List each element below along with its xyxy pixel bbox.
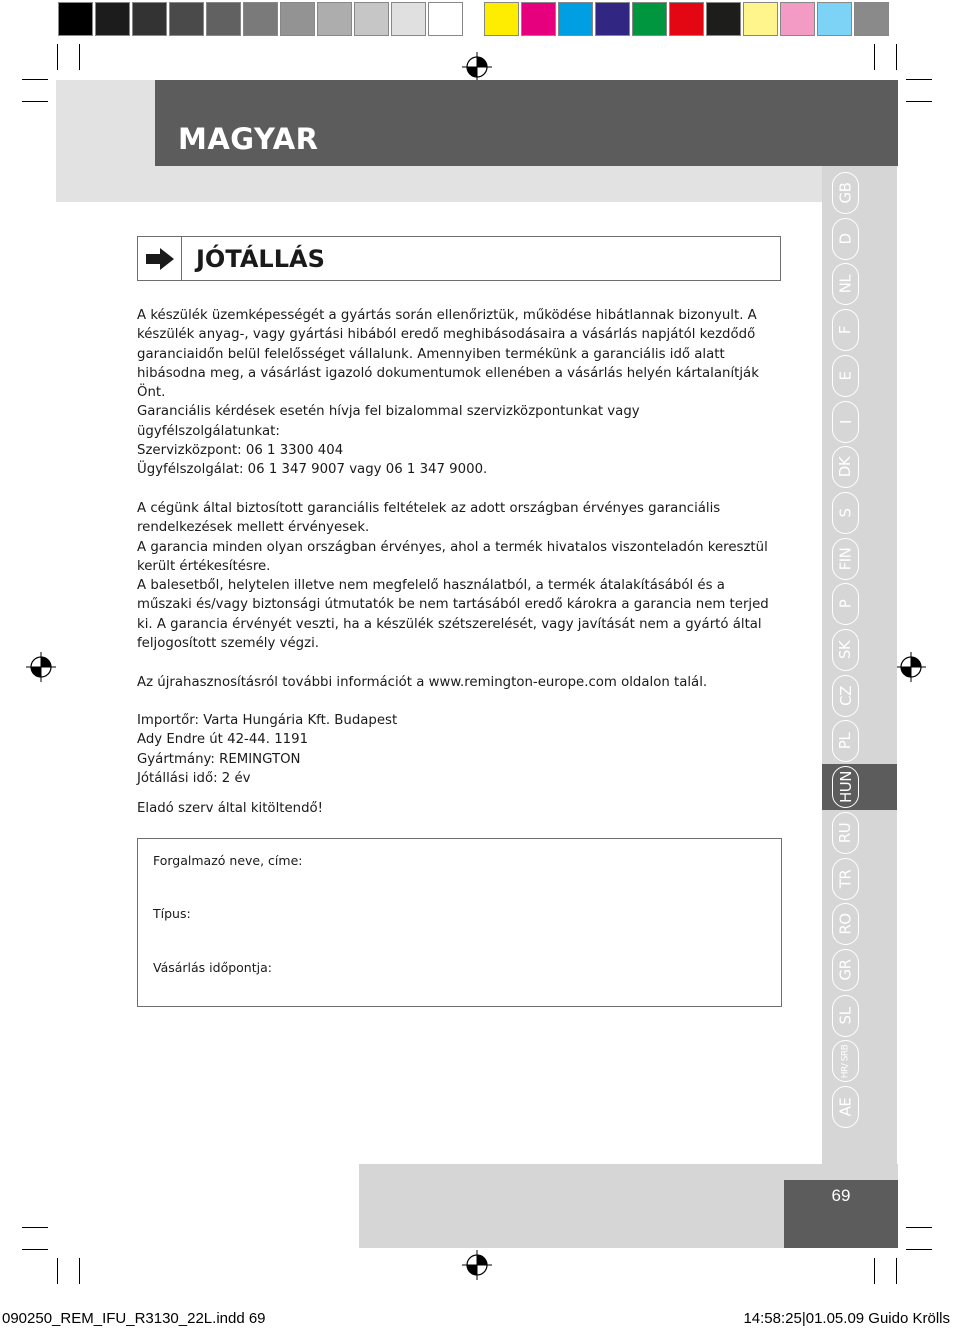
language-tab-label: DK [836, 456, 855, 478]
text-line: A készülék üzemképességét a gyártás során ellenőriztük, működése hibátlannak bizonyult. A [137, 308, 757, 323]
recycling-paragraph [137, 673, 787, 692]
gray-swatch [391, 2, 426, 36]
text-line: került értékesítésre. [137, 558, 271, 574]
crop-mark [906, 79, 932, 80]
dealer-name-label: Forgalmazó neve, címe: [153, 853, 303, 868]
gray-swatch [95, 2, 130, 36]
language-tab-sk[interactable] [832, 629, 859, 671]
crop-mark [22, 79, 48, 80]
text-line: garanciaidőn belül felelősséget vállalunk. Amennyiben termékünk a garanciális idő alatt [137, 346, 725, 362]
cmyk-swatch [558, 2, 593, 36]
language-tab-label: PL [836, 733, 855, 750]
language-tab-pl[interactable] [832, 720, 859, 762]
dealer-note-text: Eladó szerv által kitöltendő! [137, 801, 323, 816]
gray-swatch [132, 2, 167, 36]
text-line: feljogosított személy végzi. [137, 636, 319, 652]
language-tab-nl[interactable] [832, 263, 859, 305]
text-line: ügyfélszolgálatunkat: [137, 423, 280, 439]
cmyk-swatch [780, 2, 815, 36]
text-line: Jótállási idő: 2 év [137, 770, 251, 786]
language-tab-label: I [836, 419, 855, 424]
cmyk-swatch [632, 2, 667, 36]
gray-swatch [58, 2, 93, 36]
language-tab-hrsrb[interactable] [832, 1040, 859, 1082]
language-tab-dk[interactable] [832, 446, 859, 488]
crop-mark [22, 1249, 48, 1250]
crop-mark [57, 1258, 58, 1284]
gray-swatch [317, 2, 352, 36]
language-tab-label: NL [836, 275, 855, 294]
text-line: Ady Endre út 42-44. 1191 [137, 732, 309, 748]
crop-mark [22, 1227, 48, 1228]
text-line: rendelkezések mellett érvényesek. [137, 520, 370, 536]
text-line: A balesetből, helytelen illetve nem megfelelő használatból, a termék átalakításából és a [137, 578, 725, 594]
crop-mark [906, 101, 932, 102]
cmyk-swatch [669, 2, 704, 36]
language-tab-fin[interactable] [832, 538, 859, 580]
language-tab-label: F [836, 326, 855, 335]
crop-mark [57, 44, 58, 70]
page-number: 69 [831, 1186, 851, 1205]
language-tab-label: SL [836, 1007, 855, 1025]
language-tab-i[interactable] [832, 401, 859, 443]
text-line: Ügyfélszolgálat: 06 1 347 9007 vagy 06 1 347 9000. [137, 462, 488, 478]
text-line: Importőr: Varta Hungária Kft. Budapest [137, 713, 398, 728]
language-tab-label: AE [836, 1097, 855, 1117]
language-tab-gb[interactable] [832, 172, 859, 214]
gray-swatch [243, 2, 278, 36]
arrow-right-icon [146, 248, 174, 270]
type-label: Típus: [153, 906, 191, 921]
language-tab-label: RO [836, 913, 855, 935]
registration-mark-icon [462, 1250, 492, 1280]
gray-swatch [354, 2, 389, 36]
text-line: A cégünk által biztosított garanciális feltételek az adott országban érvényes garanciális [137, 501, 721, 516]
crop-mark [896, 1258, 897, 1284]
text-line: Gyártmány: REMINGTON [137, 751, 301, 767]
text-line: A garancia minden olyan országban érvényes, ahol a termék hivatalos viszonteladón keresztül [137, 539, 768, 555]
gray-color-bar [58, 2, 465, 38]
language-tab-label: GB [836, 182, 855, 204]
language-tab-hun[interactable] [832, 766, 859, 808]
language-tab-ro[interactable] [832, 903, 859, 945]
crop-mark [79, 1258, 80, 1284]
language-tab-label: RU [836, 822, 855, 843]
language-tab-label: FIN [836, 547, 855, 570]
purchase-date-label: Vásárlás időpontja: [153, 960, 272, 975]
language-tab-label: GR [836, 959, 855, 981]
crop-mark [874, 1258, 875, 1284]
cmyk-swatch [743, 2, 778, 36]
language-tab-p[interactable] [832, 583, 859, 625]
language-tab-f[interactable] [832, 309, 859, 351]
text-line: Garanciális kérdések esetén hívja fel bizalommal szervizközpontunkat vagy [137, 404, 640, 420]
gray-swatch [428, 2, 463, 36]
cmyk-swatch [595, 2, 630, 36]
text-line: készülék anyag-, vagy gyártási hibából eredő meghibásodásaira a vásárlás napjától kezdődő [137, 327, 756, 343]
crop-mark [896, 44, 897, 70]
dealer-form [137, 838, 782, 1007]
warranty-paragraph-2 [137, 499, 787, 653]
crop-mark [22, 101, 48, 102]
language-tab-label: HR/ SRB [840, 1044, 850, 1079]
language-tab-label: P [836, 600, 855, 609]
language-tab-s[interactable] [832, 492, 859, 534]
page-title: MAGYAR [178, 122, 319, 156]
text-line: ki. A garancia érvényét veszti, ha a készülék szétszerelését, vagy javítását nem a gyártó által [137, 616, 762, 632]
slug-date-info: 14:58:25|01.05.09 Guido Krölls [743, 1310, 950, 1327]
language-tab-ae[interactable] [832, 1086, 859, 1128]
slug-file-info: 090250_REM_IFU_R3130_22L.indd 69 [2, 1310, 266, 1327]
text-line: Szervizközpont: 06 1 3300 404 [137, 443, 344, 459]
text-line: hibásodna meg, a vásárlást igazoló dokumentumok ellenében a vásárlás helyén kártalanítják [137, 365, 759, 381]
crop-mark [79, 44, 80, 70]
importer-paragraph [137, 711, 787, 788]
cmyk-swatch [521, 2, 556, 36]
language-tab-label: S [836, 508, 855, 518]
language-tab-label: D [836, 233, 855, 245]
language-tab-e[interactable] [832, 355, 859, 397]
crop-mark [874, 44, 875, 70]
cmyk-color-bar [484, 2, 891, 38]
registration-mark-icon [896, 652, 926, 682]
crop-mark [906, 1227, 932, 1228]
cmyk-swatch [817, 2, 852, 36]
text-line: Önt. [137, 385, 166, 401]
section-icon-cell [138, 237, 182, 280]
language-tab-ru[interactable] [832, 812, 859, 854]
language-tab-label: TR [836, 869, 855, 888]
gray-swatch [280, 2, 315, 36]
registration-mark-icon [26, 652, 56, 682]
language-tab-label: HUN [836, 771, 855, 804]
language-tab-d[interactable] [832, 218, 859, 260]
gray-swatch [169, 2, 204, 36]
cmyk-swatch [854, 2, 889, 36]
text-line: műszaki és/vagy biztonsági útmutatók be nem tartásából eredő károkra a garancia nem terjed [137, 597, 769, 613]
language-tab-label: CZ [836, 685, 855, 706]
language-tab-sl[interactable] [832, 995, 859, 1037]
language-tab-gr[interactable] [832, 949, 859, 991]
warranty-paragraph-1 [137, 306, 787, 480]
cmyk-swatch [706, 2, 741, 36]
registration-mark-icon [462, 52, 492, 82]
language-tab-label: SK [836, 640, 855, 660]
recycling-text: Az újrahasznosításról további információt a www.remington-europe.com oldalon talál. [137, 675, 708, 690]
section-title: JÓTÁLLÁS [196, 245, 325, 273]
language-tab-cz[interactable] [832, 675, 859, 717]
section-heading [137, 236, 781, 281]
language-tab-tr[interactable] [832, 858, 859, 900]
gray-swatch [206, 2, 241, 36]
crop-mark [906, 1249, 932, 1250]
dealer-note [137, 799, 787, 818]
language-tab-label: E [836, 371, 855, 381]
cmyk-swatch [484, 2, 519, 36]
